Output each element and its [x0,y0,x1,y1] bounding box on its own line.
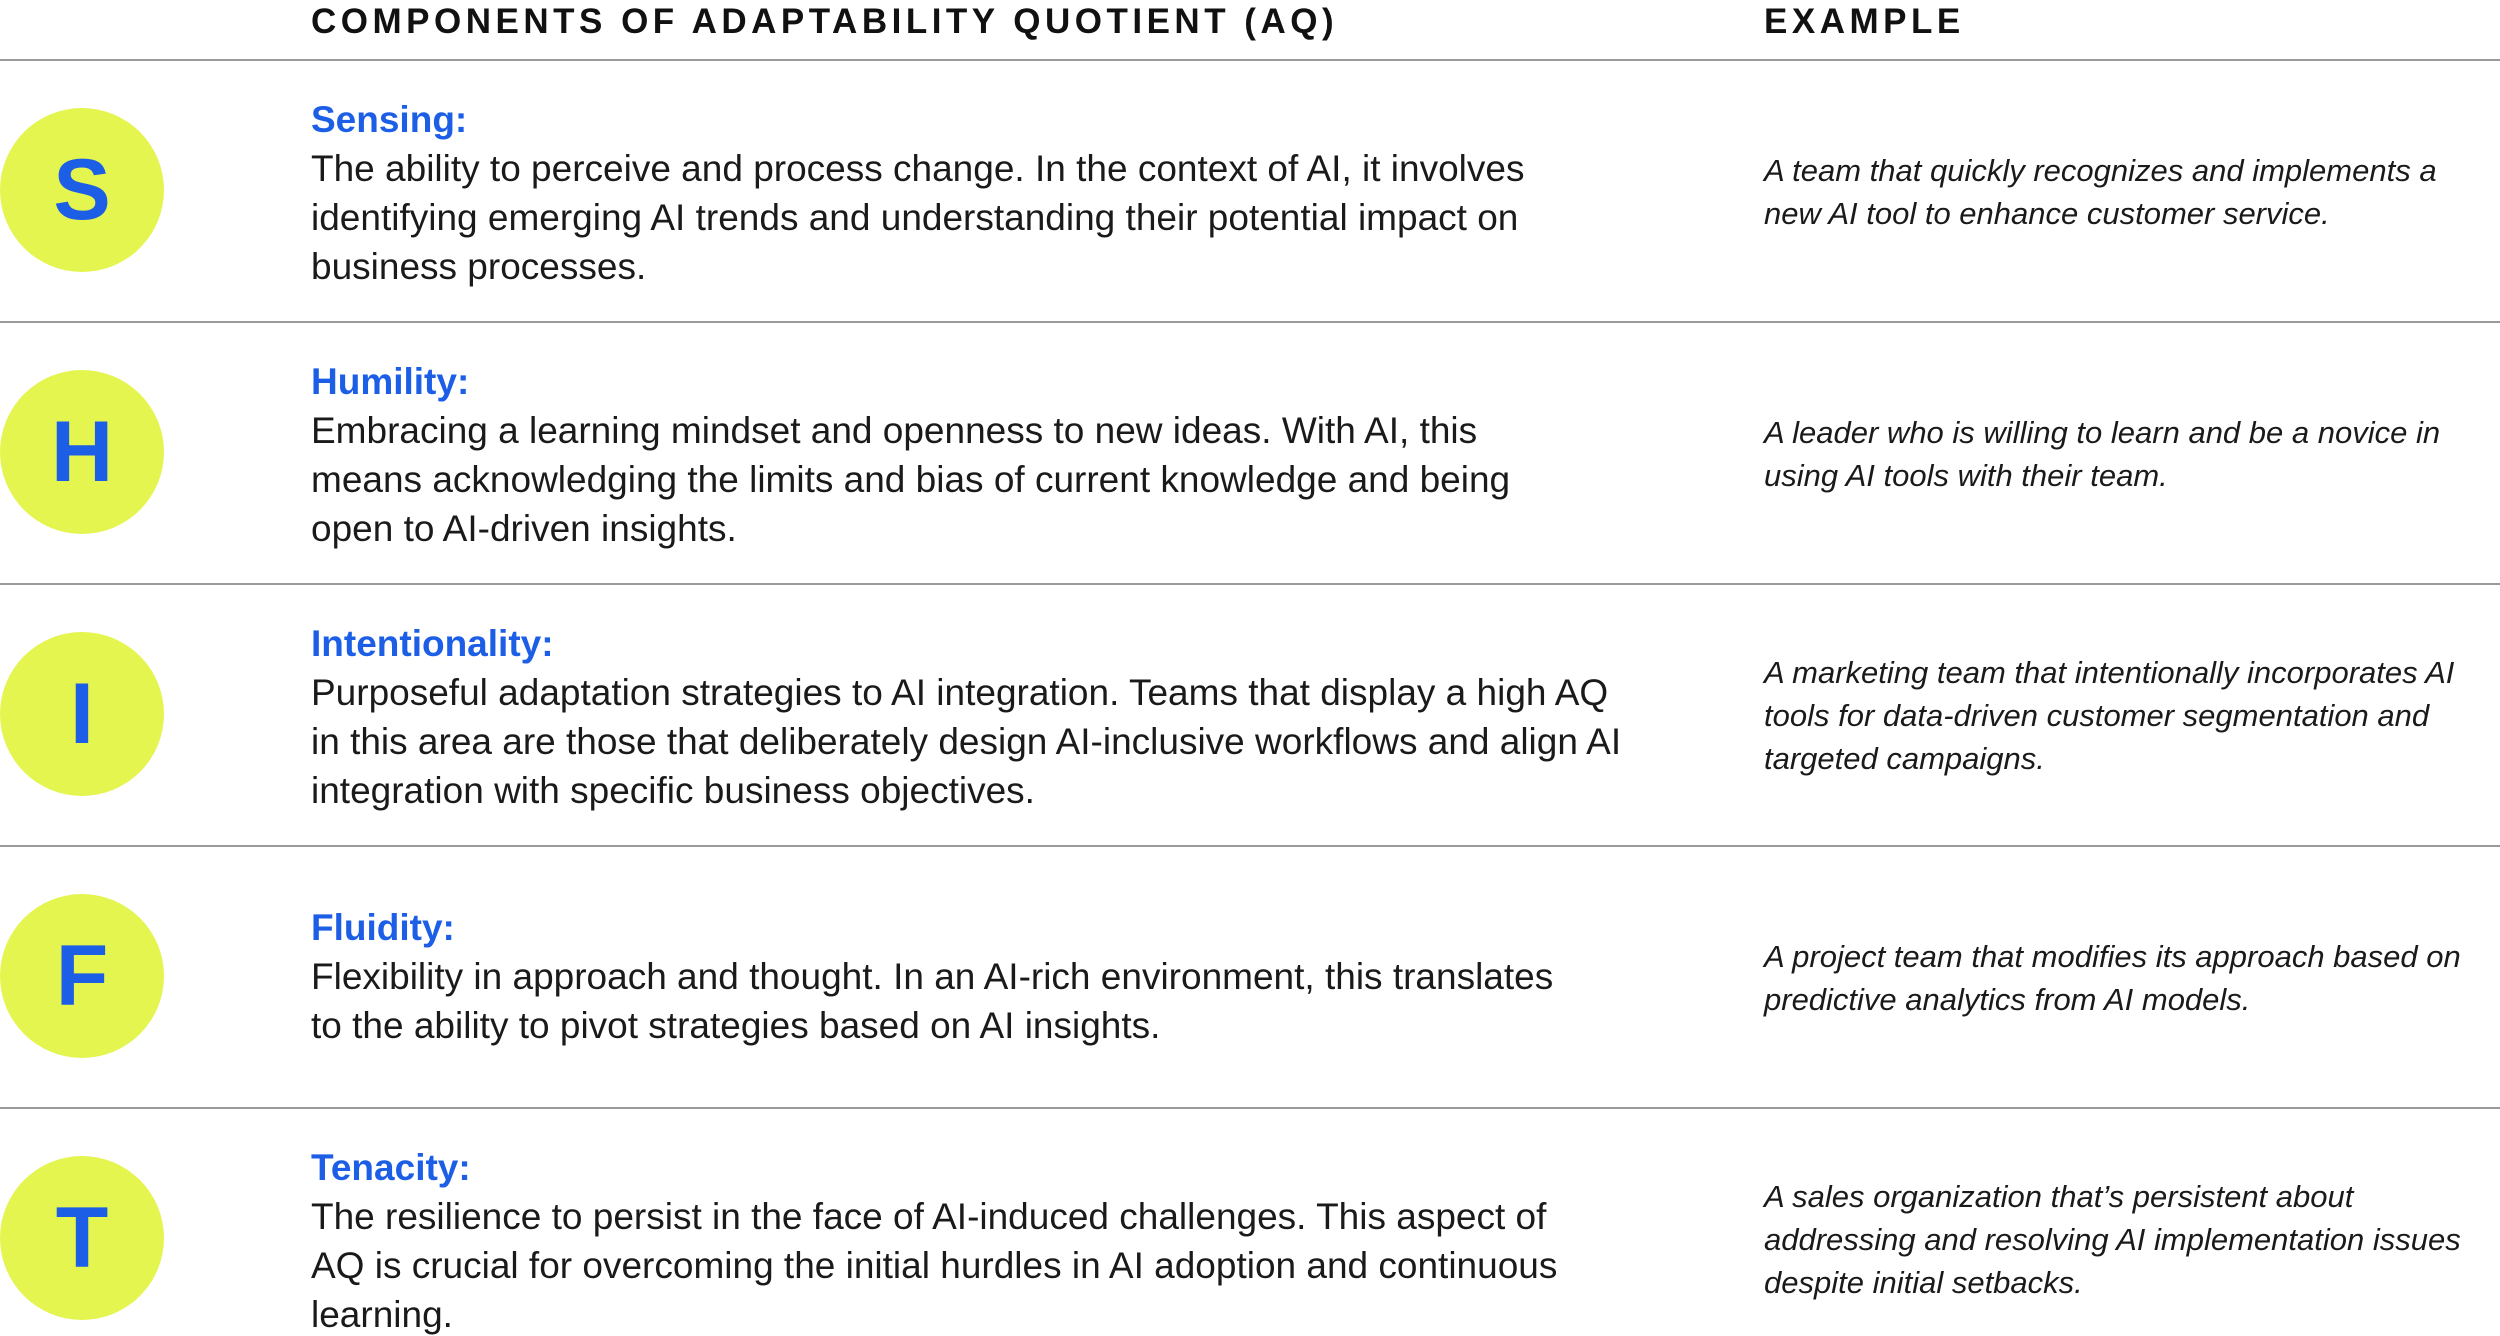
example-column-title: EXAMPLE [1764,2,1965,41]
letter-badge-h: H [0,370,164,534]
term-description: Purposeful adaptation strategies to AI integration. Teams that display a high AQ in this area are those that deliberately design AI-inclusive workflows and align AI integration with specific business objectives. [311,672,1622,811]
term-label: Sensing: [311,99,468,140]
aq-row-fluidity [0,847,2500,1109]
example-text: A marketing team that intentionally incorporates AI tools for data-driven customer segmentation and targeted campaigns. [1764,655,2455,776]
table-header [0,0,2500,61]
letter-badge-s: S [0,108,164,272]
term-label: Tenacity: [311,1147,471,1188]
example-text: A leader who is willing to learn and be a novice in using AI tools with their team. [1764,415,2441,493]
term-label: Fluidity: [311,907,455,948]
example-text: A sales organization that’s persistent about addressing and resolving AI implementation issues despite initial setbacks. [1764,1179,2461,1300]
aq-row-humility [0,323,2500,585]
term-label: Intentionality: [311,623,554,664]
term-description: The resilience to persist in the face of AI-induced challenges. This aspect of AQ is crucial for overcoming the initial hurdles in AI adoption and continuous learning. [311,1196,1558,1335]
example-text: A project team that modifies its approach based on predictive analytics from AI models. [1764,939,2461,1017]
aq-row-sensing [0,61,2500,323]
example-text: A team that quickly recognizes and implements a new AI tool to enhance customer service. [1764,153,2437,231]
aq-row-intentionality [0,585,2500,847]
components-column-title: COMPONENTS OF ADAPTABILITY QUOTIENT (AQ) [311,2,1339,41]
aq-row-tenacity [0,1109,2500,1336]
term-description: The ability to perceive and process change. In the context of AI, it involves identifying emerging AI trends and understanding their potential impact on business processes. [311,148,1525,287]
letter-badge-f: F [0,894,164,1058]
letter-badge-i: I [0,632,164,796]
letter-badge-t: T [0,1156,164,1320]
term-label: Humility: [311,361,470,402]
term-description: Embracing a learning mindset and openness to new ideas. With AI, this means acknowledging the limits and bias of current knowledge and being open to AI-driven insights. [311,410,1511,549]
term-description: Flexibility in approach and thought. In an AI-rich environment, this translates to the ability to pivot strategies based on AI insights. [311,956,1554,1046]
